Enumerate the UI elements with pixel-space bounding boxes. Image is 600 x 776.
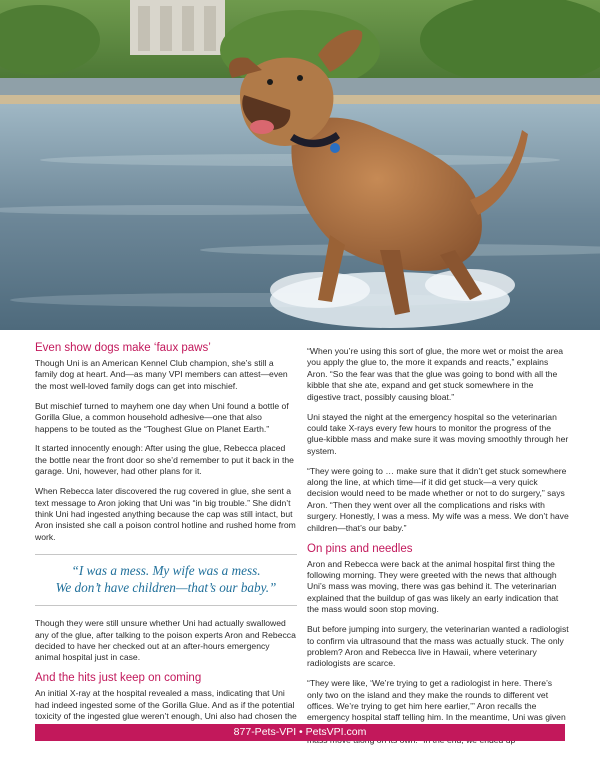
section-heading: Even show dogs make ‘faux paws’ <box>35 342 211 354</box>
footer-bar <box>35 724 565 741</box>
pull-quote-line: We don’t have children—that’s our baby.” <box>55 579 277 595</box>
paragraph: But mischief turned to mayhem one day when Uni found a bottle of Gorilla Glue, a common household adhesive—one that also happens to be touted as the “Toughest Glue on Planet Earth.” <box>35 400 289 434</box>
paragraph: Aron and Rebecca were back at the animal hospital first thing the following morning. They were greeted with the news that although Uni’s mass was moving, there was gas behind it. The veterinarian explained that the buildup of gas was likely an early indication that the mass would soon stop moving. <box>307 558 559 615</box>
paragraph: But before jumping into surgery, the veterinarian wanted a radiologist to confirm via ultrasound that the mass was actually stuck. The only problem? Aron and Rebecca live in Hawaii, where veterinary radiologists are scarce. <box>307 624 569 669</box>
hero-photo <box>0 0 600 330</box>
paragraph: “When you’re using this sort of glue, the more wet or moist the area you apply the glue to, the more it expands and reacts,” explains Aron. “So the fear was that the glue was going to bond with all the kibble that she ate, expand and get stuck somewhere in the digestive tract, possibly causing bloat.” <box>307 346 564 402</box>
paragraph: Uni stayed the night at the emergency hospital so the veterinarian could take X-rays every few hours to monitor the progress of the glue-kibble mass and make sure it was moving smoothly through her system. <box>307 411 569 456</box>
paragraph: When Rebecca later discovered the rug covered in glue, she sent a text message to Aron joking that Uni was “in big trouble.” She didn’t think Uni had ingested anything because the cap was still intact, but Aron insisted she call a poison control hotline and rushed home from work. <box>35 486 296 542</box>
paragraph: An initial X-ray at the hospital revealed a mass, indicating that Uni had indeed ingested some of the Gorilla Glue. And as if the potential toxicity of the ingested glue weren’t enough, Uni also had chosen the <box>35 688 297 722</box>
pull-quote <box>35 554 297 606</box>
footer-contact: 877-Pets-VPI • PetsVPI.com <box>233 726 367 738</box>
dog-running-in-water-image <box>0 0 600 330</box>
left-column <box>35 342 297 742</box>
paragraph: Though Uni is an American Kennel Club champion, she’s still a family dog at heart. And—as many VPI members can attest—even the most well-loved family dogs can get into mischief. <box>35 358 288 391</box>
paragraph: “They were going to … make sure that it didn’t get stuck somewhere along the line, at which time—if it did get stuck—a very quick decision would need to be made whether or not to do surgery,” says Aron. “Then they went over all the complications and risks with surgery. Honestly, I was a mess. My wife was a mess. We don’t have children—that’s our baby.” <box>307 465 569 533</box>
paragraph: It started innocently enough: After using the glue, Rebecca placed the bottle near the front door so she’d remember to put it back in the garage. Uni, however, had other plans for it. <box>35 443 294 477</box>
paragraph: “They were like, ‘We’re trying to get a radiologist in here. There’s only two on the island and they make the rounds to different vet offices. We’re trying to get him here earlier,’” Aron recalls the emergency hospital staff telling him. In the meantime, Uni was given <box>307 678 566 723</box>
right-column <box>307 346 569 755</box>
section-heading: And the hits just keep on coming <box>35 672 202 685</box>
pull-quote-line: “I was a mess. My wife was a mess. <box>71 563 261 579</box>
section-heading: On pins and needles <box>307 542 413 555</box>
paragraph: Though they were still unsure whether Uni had actually swallowed any of the glue, after talking to the poison experts Aron and Rebecca decided to have her checked out at an after-hours emergency animal hospital just in case. <box>35 618 296 663</box>
